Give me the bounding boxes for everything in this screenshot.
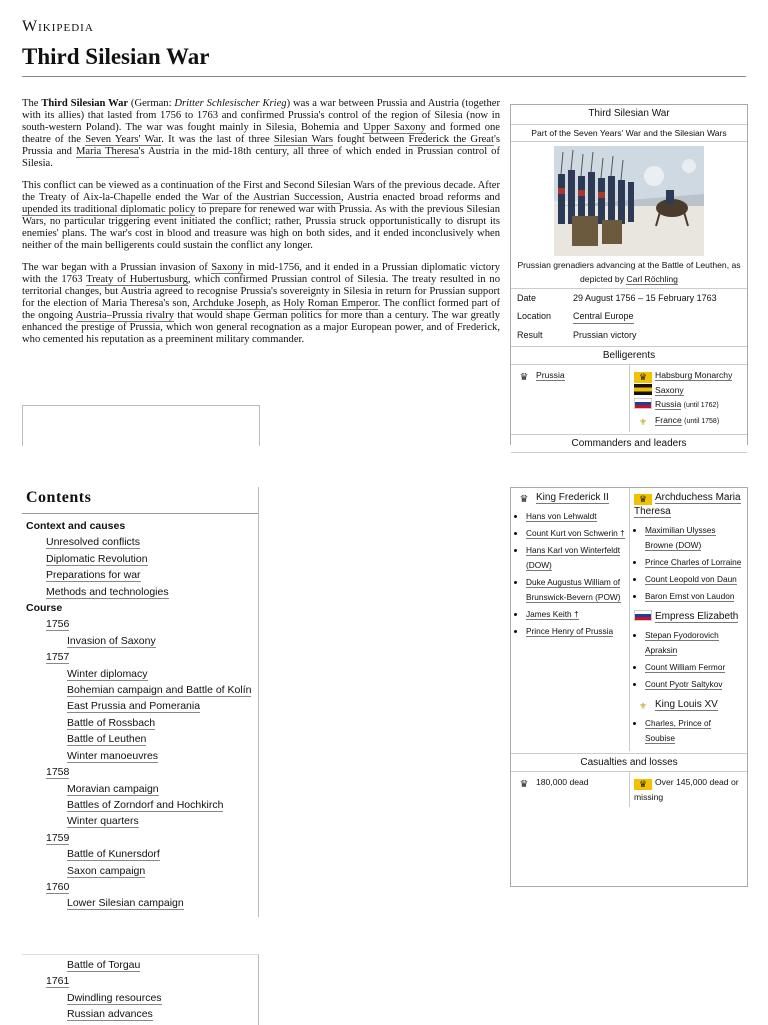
link-louis-xv[interactable]: King Louis XV [655, 699, 718, 710]
article-lead [22, 98, 500, 356]
table-of-contents [22, 487, 259, 917]
toc-item[interactable]: Preparations for war [46, 569, 141, 582]
toc-item[interactable]: Saxon campaign [67, 864, 146, 877]
casualties-header: Casualties and losses [511, 753, 747, 772]
toc-item[interactable]: Battle of Torgau [67, 959, 141, 971]
toc-item[interactable]: Winter diplomacy [67, 667, 148, 680]
toc-item[interactable]: Battles of Zorndorf and Hochkirch [67, 798, 224, 811]
list-item[interactable]: • Duke Augustus William of Brunswick-Bevern (POW) [526, 575, 625, 605]
link-holy-roman-emperor[interactable]: Holy Roman Emperor [283, 298, 378, 309]
title-divider [22, 76, 746, 77]
prussia-flag-icon: ♛ [515, 494, 533, 505]
toc-item[interactable]: Course [26, 602, 63, 615]
link-russia[interactable]: Russia [655, 399, 682, 409]
toc-item[interactable]: Battle of Rossbach [67, 716, 156, 729]
link-frederick-the-great[interactable]: Frederick the Great [408, 134, 494, 145]
infobox-continued [510, 487, 748, 887]
list-item[interactable]: • Prince Charles of Lorraine [645, 555, 743, 570]
toc-item[interactable]: Bohemian campaign and Battle of Kolín [67, 684, 252, 697]
infobox-title: Third Silesian War [588, 108, 670, 119]
link-frederick-ii[interactable]: King Frederick II [536, 492, 609, 503]
infobox-row-date: Date 29 August 1756 – 15 February 1763 [517, 293, 717, 303]
lead-paragraph-2: This conflict can be viewed as a continuation of the First and Second Silesian Wars of the previous decade. After the Treaty of Aix-la-Chapelle ended the War of the Austrian Succession, Austria enacted broad reforms and upended its traditional diplomatic policy to prepare for renewed war with Prussia. As with the previous Silesian Wars, no particular triggering event initiated the conflict; rather, Prussia struck opportunistically to disrupt its enemies' plans. The war's cost in blood and treasure was high on both sides, and it ended inconclusively when neither of the main belligerents could sustain the conflict any longer. [22, 180, 501, 251]
link-seven-years-war[interactable]: Seven Years' War [85, 134, 162, 145]
link-diplomatic-revolution[interactable]: upended its traditional diplomatic policy [22, 204, 196, 215]
link-austria-prussia-rivalry[interactable]: Austria–Prussia rivalry [75, 310, 175, 321]
wikipedia-wordmark[interactable]: Wikipedia [22, 18, 94, 35]
link-saxony[interactable]: Saxony [211, 262, 243, 273]
prussia-flag-icon: ♛ [515, 372, 533, 383]
saxony-flag-icon [634, 384, 652, 395]
link-habsburg[interactable]: Habsburg Monarchy [655, 370, 733, 380]
russia-flag-icon [634, 610, 652, 621]
list-item[interactable]: • Hans von Lehwaldt [526, 509, 625, 524]
link-carl-rochling[interactable]: Carl Röchling [626, 274, 678, 284]
belligerents-left [511, 365, 629, 432]
toc-item[interactable]: Diplomatic Revolution [46, 552, 148, 565]
link-treaty-hubertusburg[interactable]: Treaty of Hubertusburg [86, 274, 188, 285]
page-title: Third Silesian War [22, 44, 210, 69]
list-item[interactable]: • Count Pyotr Saltykov [645, 677, 743, 692]
france-flag-icon: ⚜ [634, 417, 652, 428]
link-empress-elizabeth[interactable]: Empress Elizabeth [655, 611, 739, 622]
toc-item[interactable]: East Prussia and Pomerania [67, 700, 201, 713]
table-of-contents-continued [22, 954, 259, 1025]
toc-item[interactable]: Moravian campaign [67, 782, 159, 795]
link-france[interactable]: France [655, 415, 682, 425]
toc-item[interactable]: 1760 [46, 880, 70, 893]
toc-item[interactable]: Methods and technologies [46, 585, 169, 598]
list-item[interactable]: • Maximilian Ulysses Browne (DOW) [645, 523, 743, 553]
list-item[interactable]: • James Keith † [526, 607, 625, 622]
commanders [511, 488, 747, 751]
belligerents-right: ♛ Habsburg Monarchy Saxony Russia (until 1762) ⚜ France (until 1758) [629, 365, 747, 432]
toc-item[interactable]: 1761 [46, 975, 70, 988]
toc-item[interactable]: 1759 [46, 831, 70, 844]
toc-item[interactable]: Winter quarters [67, 815, 139, 828]
link-central-europe[interactable]: Central Europe [573, 309, 634, 324]
belligerents [511, 365, 747, 432]
toc-item[interactable]: Lower Silesian campaign [67, 897, 184, 910]
toc-title: Contents [26, 489, 92, 506]
list-item[interactable]: • Stepan Fyodorovich Apraksin [645, 628, 743, 658]
prussia-flag-icon: ♛ [515, 779, 533, 790]
link-archduke-joseph[interactable]: Archduke Joseph [192, 298, 266, 309]
commanders-right [629, 488, 747, 751]
link-war-austrian-succession[interactable]: War of the Austrian Succession [201, 192, 341, 203]
battle-painting[interactable] [554, 146, 704, 256]
toc-item[interactable]: Battle of Kunersdorf [67, 848, 160, 861]
infobox-part-of[interactable]: Part of the Seven Years' War and the Silesian Wars [511, 124, 747, 142]
casualties-left: ♛ 180,000 dead [511, 772, 629, 807]
toc-item[interactable]: Unresolved conflicts [46, 536, 140, 549]
commanders-header: Commanders and leaders [511, 434, 747, 453]
list-item[interactable]: • Count William Fermor [645, 660, 743, 675]
toc-item[interactable]: 1756 [46, 618, 70, 631]
german-name: Dritter Schlesischer Krieg [174, 98, 287, 109]
link-upper-saxony[interactable]: Upper Saxony [363, 122, 426, 133]
casualties [511, 772, 747, 807]
battle-painting-illustration [554, 146, 704, 256]
list-item[interactable]: • Prince Henry of Prussia [526, 624, 625, 639]
link-prussia[interactable]: Prussia [536, 370, 565, 380]
infobox-row-location: Location Central Europe [511, 307, 747, 326]
france-flag-icon: ⚜ [634, 701, 652, 712]
link-maria-theresa[interactable]: Maria Theresa [75, 146, 139, 157]
habsburg-flag-icon: ♛ [634, 494, 652, 505]
toc-item[interactable]: Battle of Leuthen [67, 733, 147, 746]
belligerents-header: Belligerents [511, 346, 747, 365]
toc-item[interactable]: 1758 [46, 766, 70, 779]
toc-divider [22, 513, 258, 514]
toc-item[interactable]: Winter manoeuvres [67, 749, 159, 762]
toc-item[interactable]: Context and causes [26, 520, 126, 532]
casualties-right: ♛ Over 145,000 dead or missing [629, 772, 747, 807]
toc-item[interactable]: 1757 [46, 651, 70, 664]
toc-item[interactable]: Russian advances [67, 1008, 153, 1021]
list-item[interactable]: • Hans Karl von Winterfeldt (DOW) [526, 543, 625, 573]
list-item[interactable]: • Baron Ernst von Laudon [645, 589, 743, 604]
link-maria-theresa-leader[interactable]: Archduchess Maria Theresa [634, 492, 741, 517]
commanders-left [511, 488, 629, 751]
list-item[interactable]: • Count Kurt von Schwerin † [526, 526, 625, 541]
lead-paragraph-3: The war began with a Prussian invasion of Saxony in mid-1756, and it ended in a Prussian diplomatic victory with the 1763 Treaty of Hubertusburg, which confirmed Prussian control of Silesia. The treaty resulted in no territorial changes, but Austria agreed to recognise Prussia's sovereignty in Silesia in return for Prussian support for the election of Maria Theresa's son, Archduke Joseph, as Holy Roman Emperor. The conflict formed part of the ongoing Austria–Prussia rivalry that would shape German politics for more than a century. The war greatly enhanced the prestige of Prussia, which won general recognation as a major European power, and of Frederick, who cemented his reputation as a preeminent military commander. [22, 262, 500, 345]
painting-caption: Prussian grenadiers advancing at the Battle of Leuthen, as depicted by Carl Röchling [511, 256, 747, 289]
russia-flag-icon [634, 398, 652, 409]
infobox-row-result: Result Prussian victory [517, 330, 637, 340]
toc-item[interactable]: Invasion of Saxony [67, 634, 156, 647]
lead-paragraph-1: The Third Silesian War (German: Dritter Schlesischer Krieg) was a war between Prussia and Austria (together with its allies) that lasted from 1756 to 1763 and confirmed Prussia's control of the region of Silesia (now in south-western Poland). The war was fought mainly in Silesia, Bohemia and Upper Saxony and formed one theatre of the Seven Years' War. It was the last of three Silesian Wars fought between Frederick the Great's Prussia and Maria Theresa's Austria in the mid-18th century, all three of which ended in Prussian control of Silesia. [22, 98, 501, 169]
link-saxony-ally[interactable]: Saxony [655, 385, 684, 395]
infobox [510, 104, 748, 449]
habsburg-flag-icon: ♛ [634, 779, 652, 790]
list-item[interactable]: • Charles, Prince of Soubise [645, 716, 743, 746]
empty-box [22, 405, 260, 446]
bold-term: Third Silesian War [41, 98, 129, 109]
toc-item[interactable]: Dwindling resources [67, 991, 162, 1004]
link-silesian-wars[interactable]: Silesian Wars [273, 134, 333, 145]
habsburg-flag-icon: ♛ [634, 372, 652, 383]
list-item[interactable]: • Count Leopold von Daun [645, 572, 743, 587]
